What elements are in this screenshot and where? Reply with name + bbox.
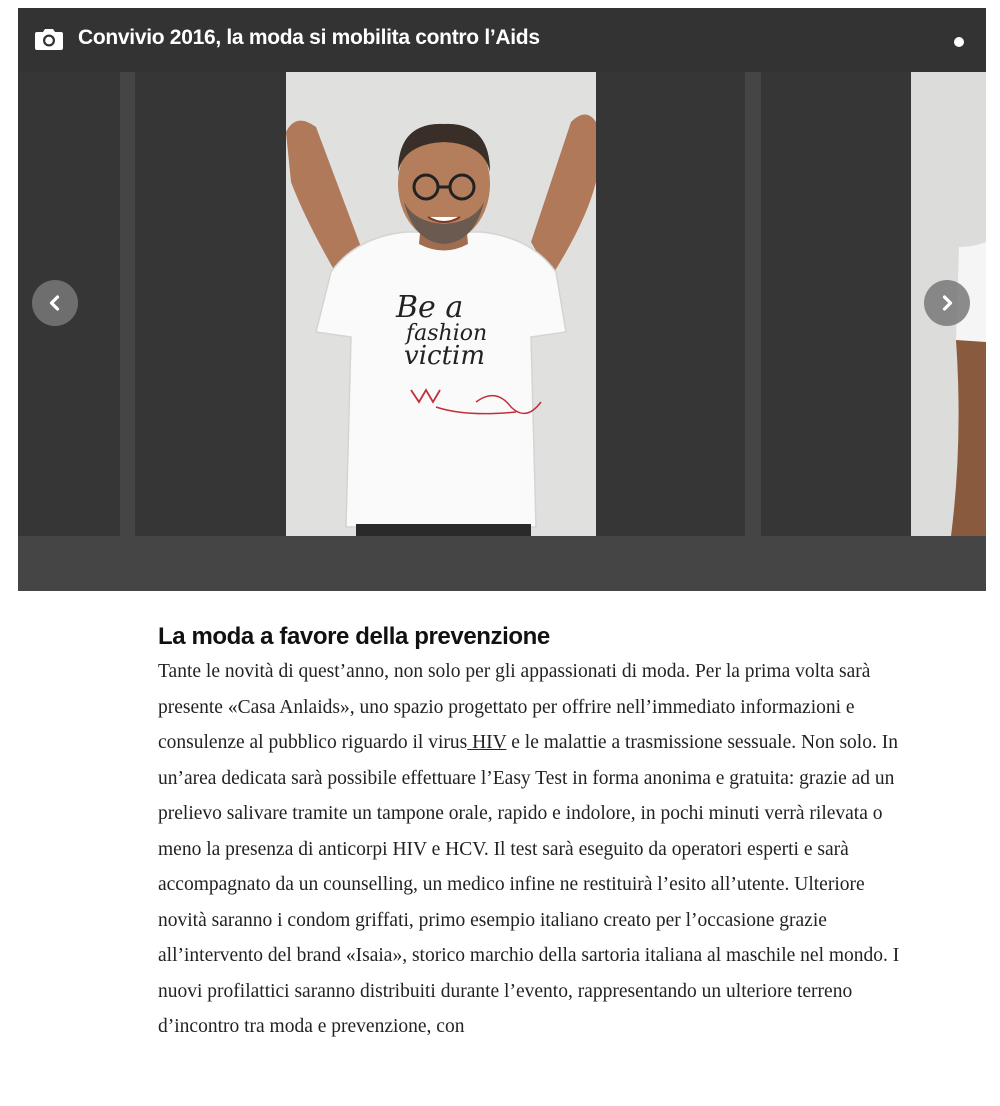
man-in-white-tshirt-photo	[286, 72, 596, 536]
photo-gallery	[18, 8, 986, 591]
gallery-prev-button[interactable]	[32, 280, 78, 326]
section-title: La moda a favore della prevenzione	[158, 623, 550, 650]
gallery-slide-current[interactable]	[135, 72, 745, 536]
paragraph-text-start: Tante le novità di quest’anno, non solo per gli appassionati di moda. Per la prima volta sarà presente «Casa Anlaids», uno spazio progettato per offrire nell’immediato informazioni e consulenze al pubblico riguardo il virus	[158, 661, 871, 753]
article-paragraph	[158, 654, 918, 1045]
gallery-header	[18, 8, 986, 72]
gallery-footer	[18, 536, 986, 591]
chevron-left-icon	[45, 293, 65, 313]
gallery-next-button[interactable]	[924, 280, 970, 326]
paragraph-text-end: e le malattie a trasmissione sessuale. Non solo. In un’area dedicata sarà possibile effettuare l’Easy Test in forma anonima e gratuita: grazie ad un prelievo salivare tramite un tampone orale, rapido e indolore, in pochi minuti verrà rilevata o meno la presenza di anticorpi HIV e HCV. Il test sarà eseguito da operatori esperti e sarà accompagnato da un counselling, un medico infine ne restituirà l’esito all’utente. Ulteriore novità saranno i condom griffati, primo esempio italiano creato per l’occasione grazie all’intervento del brand «Isaia», storico marchio della sartoria italiana al maschile nel mondo. I nuovi profilattici saranno distribuiti durante l’evento, rappresentando un ulteriore terreno d’incontro tra moda e prevenzione, con	[158, 732, 900, 1037]
svg-text:victim: victim	[404, 341, 485, 371]
hiv-link[interactable]: HIV	[467, 732, 507, 753]
article-body	[158, 620, 918, 1045]
gallery-title: Convivio 2016, la moda si mobilita contro l’Aids	[78, 26, 540, 49]
gallery-photo	[286, 72, 596, 536]
chevron-right-icon	[937, 293, 957, 313]
svg-text:fashion: fashion	[406, 321, 488, 346]
svg-text:Be a: Be a	[396, 290, 464, 325]
camera-icon	[34, 28, 64, 50]
status-dot	[954, 37, 964, 47]
